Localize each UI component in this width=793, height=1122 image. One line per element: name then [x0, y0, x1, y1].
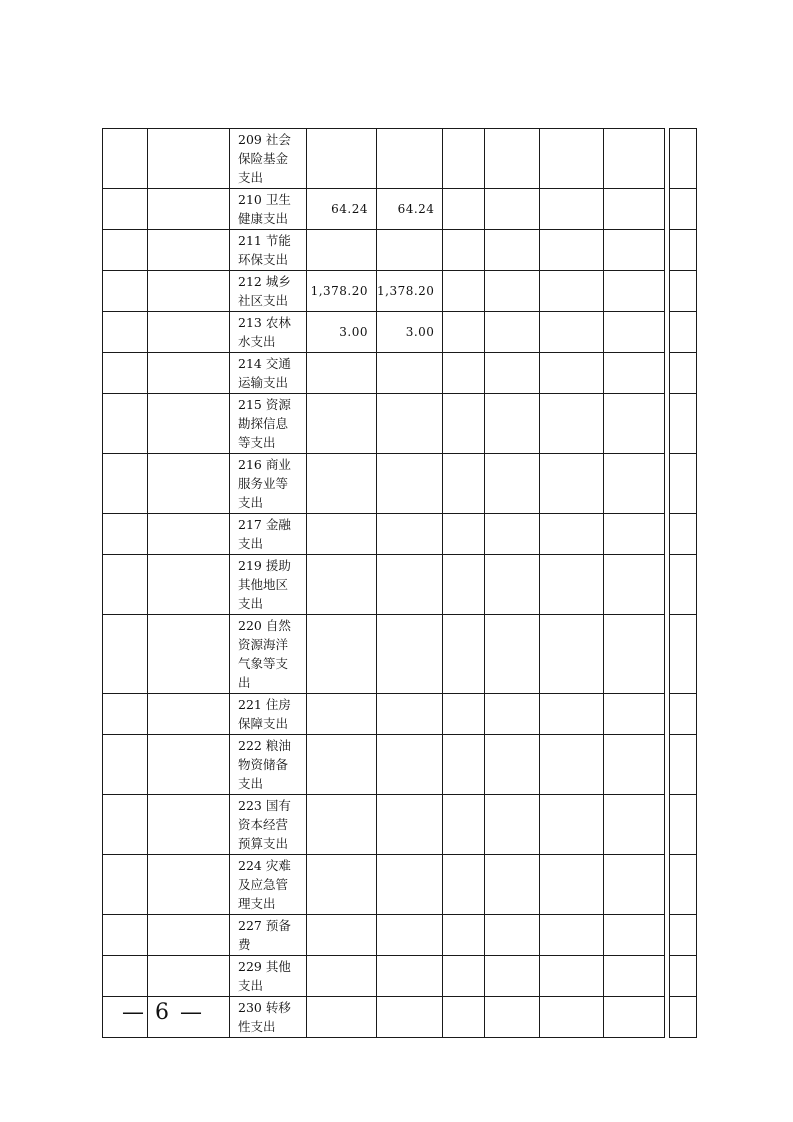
empty-cell	[485, 855, 540, 915]
empty-cell	[604, 312, 665, 353]
empty-cell	[485, 997, 540, 1038]
subtotal-value-cell: 64.24	[377, 189, 443, 230]
empty-cell	[604, 855, 665, 915]
subtotal-value-cell	[377, 353, 443, 394]
empty-cell	[103, 855, 148, 915]
total-value-cell	[307, 555, 377, 615]
total-value-cell	[307, 694, 377, 735]
empty-cell	[670, 353, 697, 394]
empty-cell	[485, 394, 540, 454]
empty-cell	[485, 312, 540, 353]
empty-cell	[443, 615, 485, 694]
empty-cell	[604, 795, 665, 855]
empty-cell	[540, 312, 604, 353]
empty-cell	[485, 353, 540, 394]
subtotal-value-cell	[377, 129, 443, 189]
budget-expenditure-table	[102, 128, 697, 1038]
empty-cell	[485, 615, 540, 694]
empty-cell	[148, 514, 230, 555]
empty-cell	[485, 795, 540, 855]
empty-cell	[485, 271, 540, 312]
category-cell: 212 城乡社区支出	[230, 271, 307, 312]
empty-cell	[540, 795, 604, 855]
category-cell: 229 其他支出	[230, 956, 307, 997]
subtotal-value-cell	[377, 956, 443, 997]
empty-cell	[148, 230, 230, 271]
empty-cell	[148, 735, 230, 795]
empty-cell	[443, 230, 485, 271]
table-row	[103, 454, 697, 514]
subtotal-value-cell	[377, 394, 443, 454]
table-row	[103, 855, 697, 915]
empty-cell	[540, 615, 604, 694]
empty-cell	[540, 189, 604, 230]
empty-cell	[485, 230, 540, 271]
empty-cell	[540, 735, 604, 795]
empty-cell	[540, 129, 604, 189]
empty-cell	[485, 915, 540, 956]
empty-cell	[670, 394, 697, 454]
total-value-cell: 64.24	[307, 189, 377, 230]
empty-cell	[148, 956, 230, 997]
empty-cell	[670, 312, 697, 353]
empty-cell	[103, 189, 148, 230]
category-cell: 213 农林水支出	[230, 312, 307, 353]
table-row	[103, 795, 697, 855]
empty-cell	[485, 129, 540, 189]
empty-cell	[103, 394, 148, 454]
empty-cell	[540, 353, 604, 394]
category-cell: 230 转移性支出	[230, 997, 307, 1038]
empty-cell	[670, 230, 697, 271]
empty-cell	[103, 915, 148, 956]
empty-cell	[670, 956, 697, 997]
empty-cell	[485, 956, 540, 997]
empty-cell	[103, 353, 148, 394]
table-row	[103, 555, 697, 615]
subtotal-value-cell	[377, 694, 443, 735]
empty-cell	[604, 735, 665, 795]
empty-cell	[103, 795, 148, 855]
empty-cell	[540, 997, 604, 1038]
empty-cell	[103, 694, 148, 735]
empty-cell	[103, 514, 148, 555]
category-cell: 219 援助其他地区支出	[230, 555, 307, 615]
empty-cell	[670, 271, 697, 312]
empty-cell	[604, 555, 665, 615]
empty-cell	[148, 394, 230, 454]
empty-cell	[103, 615, 148, 694]
empty-cell	[443, 189, 485, 230]
empty-cell	[604, 997, 665, 1038]
empty-cell	[670, 555, 697, 615]
empty-cell	[670, 915, 697, 956]
table-row	[103, 735, 697, 795]
total-value-cell	[307, 129, 377, 189]
subtotal-value-cell	[377, 514, 443, 555]
empty-cell	[103, 129, 148, 189]
empty-cell	[443, 514, 485, 555]
empty-cell	[148, 271, 230, 312]
total-value-cell	[307, 353, 377, 394]
subtotal-value-cell	[377, 915, 443, 956]
empty-cell	[670, 189, 697, 230]
empty-cell	[540, 855, 604, 915]
total-value-cell	[307, 795, 377, 855]
empty-cell	[485, 514, 540, 555]
category-cell: 223 国有资本经营预算支出	[230, 795, 307, 855]
table-row	[103, 514, 697, 555]
total-value-cell	[307, 735, 377, 795]
empty-cell	[670, 129, 697, 189]
category-cell: 216 商业服务业等支出	[230, 454, 307, 514]
empty-cell	[103, 956, 148, 997]
empty-cell	[443, 855, 485, 915]
empty-cell	[670, 514, 697, 555]
empty-cell	[670, 694, 697, 735]
empty-cell	[540, 555, 604, 615]
empty-cell	[604, 129, 665, 189]
table-row	[103, 694, 697, 735]
empty-cell	[443, 271, 485, 312]
table-row	[103, 129, 697, 189]
empty-cell	[148, 454, 230, 514]
empty-cell	[604, 694, 665, 735]
empty-cell	[443, 129, 485, 189]
table-row	[103, 312, 697, 353]
total-value-cell	[307, 956, 377, 997]
empty-cell	[604, 271, 665, 312]
empty-cell	[148, 795, 230, 855]
table-row	[103, 271, 697, 312]
empty-cell	[670, 454, 697, 514]
empty-cell	[148, 189, 230, 230]
empty-cell	[670, 855, 697, 915]
subtotal-value-cell	[377, 555, 443, 615]
page-number: — 6 —	[122, 1000, 204, 1025]
empty-cell	[485, 735, 540, 795]
subtotal-value-cell	[377, 795, 443, 855]
empty-cell	[670, 997, 697, 1038]
category-cell: 211 节能环保支出	[230, 230, 307, 271]
table-row	[103, 956, 697, 997]
total-value-cell	[307, 454, 377, 514]
empty-cell	[103, 271, 148, 312]
empty-cell	[103, 230, 148, 271]
subtotal-value-cell: 3.00	[377, 312, 443, 353]
category-cell: 220 自然资源海洋气象等支出	[230, 615, 307, 694]
total-value-cell	[307, 615, 377, 694]
empty-cell	[443, 735, 485, 795]
empty-cell	[148, 312, 230, 353]
category-cell: 210 卫生健康支出	[230, 189, 307, 230]
empty-cell	[540, 694, 604, 735]
subtotal-value-cell	[377, 997, 443, 1038]
empty-cell	[540, 514, 604, 555]
category-cell: 227 预备费	[230, 915, 307, 956]
empty-cell	[148, 555, 230, 615]
category-cell: 214 交通运输支出	[230, 353, 307, 394]
empty-cell	[103, 555, 148, 615]
empty-cell	[103, 312, 148, 353]
total-value-cell	[307, 855, 377, 915]
total-value-cell	[307, 915, 377, 956]
empty-cell	[443, 795, 485, 855]
empty-cell	[540, 915, 604, 956]
subtotal-value-cell	[377, 855, 443, 915]
empty-cell	[485, 555, 540, 615]
empty-cell	[443, 394, 485, 454]
subtotal-value-cell	[377, 615, 443, 694]
table-row	[103, 353, 697, 394]
empty-cell	[604, 956, 665, 997]
subtotal-value-cell: 1,378.20	[377, 271, 443, 312]
empty-cell	[604, 615, 665, 694]
empty-cell	[443, 956, 485, 997]
empty-cell	[148, 129, 230, 189]
empty-cell	[148, 855, 230, 915]
empty-cell	[670, 735, 697, 795]
empty-cell	[485, 694, 540, 735]
empty-cell	[670, 795, 697, 855]
empty-cell	[604, 189, 665, 230]
empty-cell	[443, 353, 485, 394]
category-cell: 224 灾难及应急管理支出	[230, 855, 307, 915]
empty-cell	[540, 271, 604, 312]
empty-cell	[540, 394, 604, 454]
subtotal-value-cell	[377, 735, 443, 795]
total-value-cell	[307, 514, 377, 555]
empty-cell	[604, 394, 665, 454]
total-value-cell: 3.00	[307, 312, 377, 353]
empty-cell	[443, 312, 485, 353]
empty-cell	[148, 615, 230, 694]
empty-cell	[443, 555, 485, 615]
empty-cell	[103, 735, 148, 795]
empty-cell	[148, 353, 230, 394]
empty-cell	[148, 694, 230, 735]
subtotal-value-cell	[377, 454, 443, 514]
empty-cell	[540, 230, 604, 271]
empty-cell	[443, 454, 485, 514]
empty-cell	[485, 454, 540, 514]
empty-cell	[540, 454, 604, 514]
empty-cell	[443, 915, 485, 956]
empty-cell	[148, 915, 230, 956]
total-value-cell	[307, 230, 377, 271]
empty-cell	[443, 997, 485, 1038]
subtotal-value-cell	[377, 230, 443, 271]
empty-cell	[485, 189, 540, 230]
empty-cell	[103, 454, 148, 514]
category-cell: 222 粮油物资储备支出	[230, 735, 307, 795]
table-body	[103, 129, 697, 1038]
empty-cell	[540, 956, 604, 997]
empty-cell	[670, 615, 697, 694]
total-value-cell: 1,378.20	[307, 271, 377, 312]
category-cell: 215 资源勘探信息等支出	[230, 394, 307, 454]
empty-cell	[604, 454, 665, 514]
total-value-cell	[307, 394, 377, 454]
empty-cell	[604, 353, 665, 394]
category-cell: 209 社会保险基金支出	[230, 129, 307, 189]
category-cell: 221 住房保障支出	[230, 694, 307, 735]
table-row	[103, 915, 697, 956]
empty-cell	[604, 230, 665, 271]
empty-cell	[604, 915, 665, 956]
empty-cell	[604, 514, 665, 555]
table-row	[103, 230, 697, 271]
table-row	[103, 615, 697, 694]
table-row	[103, 189, 697, 230]
category-cell: 217 金融支出	[230, 514, 307, 555]
empty-cell	[443, 694, 485, 735]
table-row	[103, 394, 697, 454]
total-value-cell	[307, 997, 377, 1038]
